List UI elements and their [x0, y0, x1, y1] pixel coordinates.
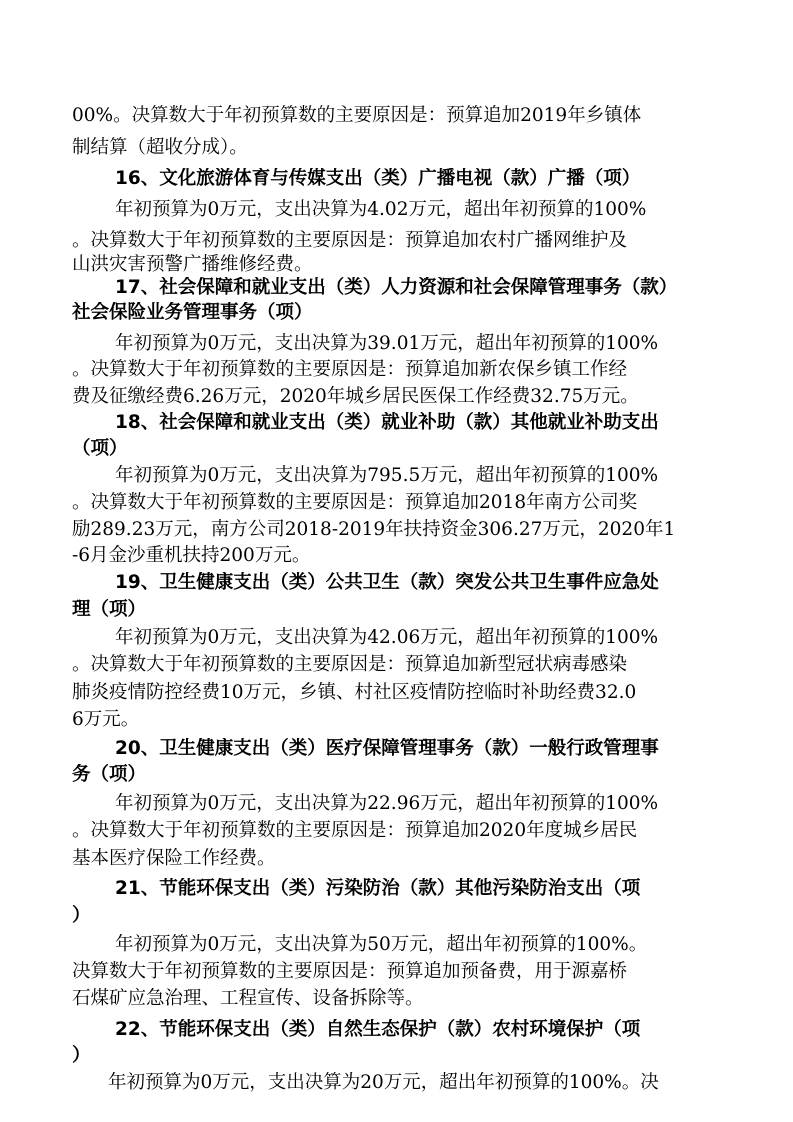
body-text-line: 石煤矿应急治理、工程宣传、设备拆除等。: [72, 988, 424, 1009]
body-text-line: -6月金沙重机扶持200万元。: [72, 545, 311, 566]
section-heading-22: 22、节能环保支出（类）自然生态保护（款）农村环境保护（项: [115, 1019, 641, 1040]
body-text-line: 年初预算为0万元，支出决算为39.01万元，超出年初预算的100%: [115, 333, 659, 354]
body-text-line: 肺炎疫情防控经费10万元，乡镇、村社区疫情防控临时补助经费32.0: [72, 682, 637, 703]
section-heading-20: 20、卫生健康支出（类）医疗保障管理事务（款）一般行政管理事: [115, 738, 659, 759]
body-text-line: 年初预算为0万元，支出决算为42.06万元，超出年初预算的100%: [115, 627, 659, 648]
body-text-line: 。决算数大于年初预算数的主要原因是：预算追加新农保乡镇工作经: [72, 359, 628, 380]
body-text-line: 费及征缴经费6.26万元，2020年城乡居民医保工作经费32.75万元。: [72, 386, 639, 407]
section-heading-19-cont: 理（项）: [72, 599, 147, 620]
body-text-line: 年初预算为0万元，支出决算为50万元，超出年初预算的100%。: [115, 934, 648, 955]
body-text-line: 年初预算为0万元，支出决算为22.96万元，超出年初预算的100%: [115, 793, 659, 814]
body-text-line: 基本医疗保险工作经费。: [72, 848, 276, 869]
body-text-line: 山洪灾害预警广播维修经费。: [72, 254, 313, 275]
body-text-line: 年初预算为0万元，支出决算为795.5万元，超出年初预算的100%: [115, 465, 659, 486]
section-heading-18: 18、社会保障和就业支出（类）就业补助（款）其他就业补助支出: [115, 412, 659, 433]
body-text-line: 励289.23万元，南方公司2018-2019年扶持资金306.27万元，2020年1: [72, 519, 676, 540]
section-heading-17-cont: 社会保险业务管理事务（项）: [72, 302, 313, 323]
body-text-line: 年初预算为0万元，支出决算为4.02万元，超出年初预算的100%: [115, 199, 647, 220]
section-heading-21-cont: ）: [72, 905, 91, 926]
body-text-line: 。决算数大于年初预算数的主要原因是：预算追加新型冠状病毒感染: [72, 654, 628, 675]
section-heading-20-cont: 务（项）: [72, 764, 147, 785]
section-heading-18-cont: （项）: [72, 438, 128, 459]
body-text-line: 。决算数大于年初预算数的主要原因是：预算追加2020年度城乡居民: [72, 820, 638, 841]
section-heading-19: 19、卫生健康支出（类）公共卫生（款）突发公共卫生事件应急处: [115, 572, 659, 593]
section-heading-17: 17、社会保障和就业支出（类）人力资源和社会保障管理事务（款）: [115, 277, 678, 298]
section-heading-16: 16、文化旅游体育与传媒支出（类）广播电视（款）广播（项）: [115, 168, 641, 189]
body-text-line: 6万元。: [72, 709, 140, 730]
section-heading-22-cont: ）: [72, 1045, 91, 1066]
body-text-line: 年初预算为0万元，支出决算为20万元，超出年初预算的100%。决: [108, 1072, 659, 1093]
body-text-line: 。决算数大于年初预算数的主要原因是：预算追加农村广播网维护及: [72, 230, 628, 251]
body-text-line: 决算数大于年初预算数的主要原因是：预算追加预备费，用于源嘉桥: [72, 961, 628, 982]
body-text-line: 00%。决算数大于年初预算数的主要原因是：预算追加2019年乡镇体: [72, 105, 642, 126]
body-text-line: 。决算数大于年初预算数的主要原因是：预算追加2018年南方公司奖: [72, 492, 638, 513]
section-heading-21: 21、节能环保支出（类）污染防治（款）其他污染防治支出（项: [115, 878, 641, 899]
body-text-line: 制结算（超收分成）。: [72, 137, 248, 158]
